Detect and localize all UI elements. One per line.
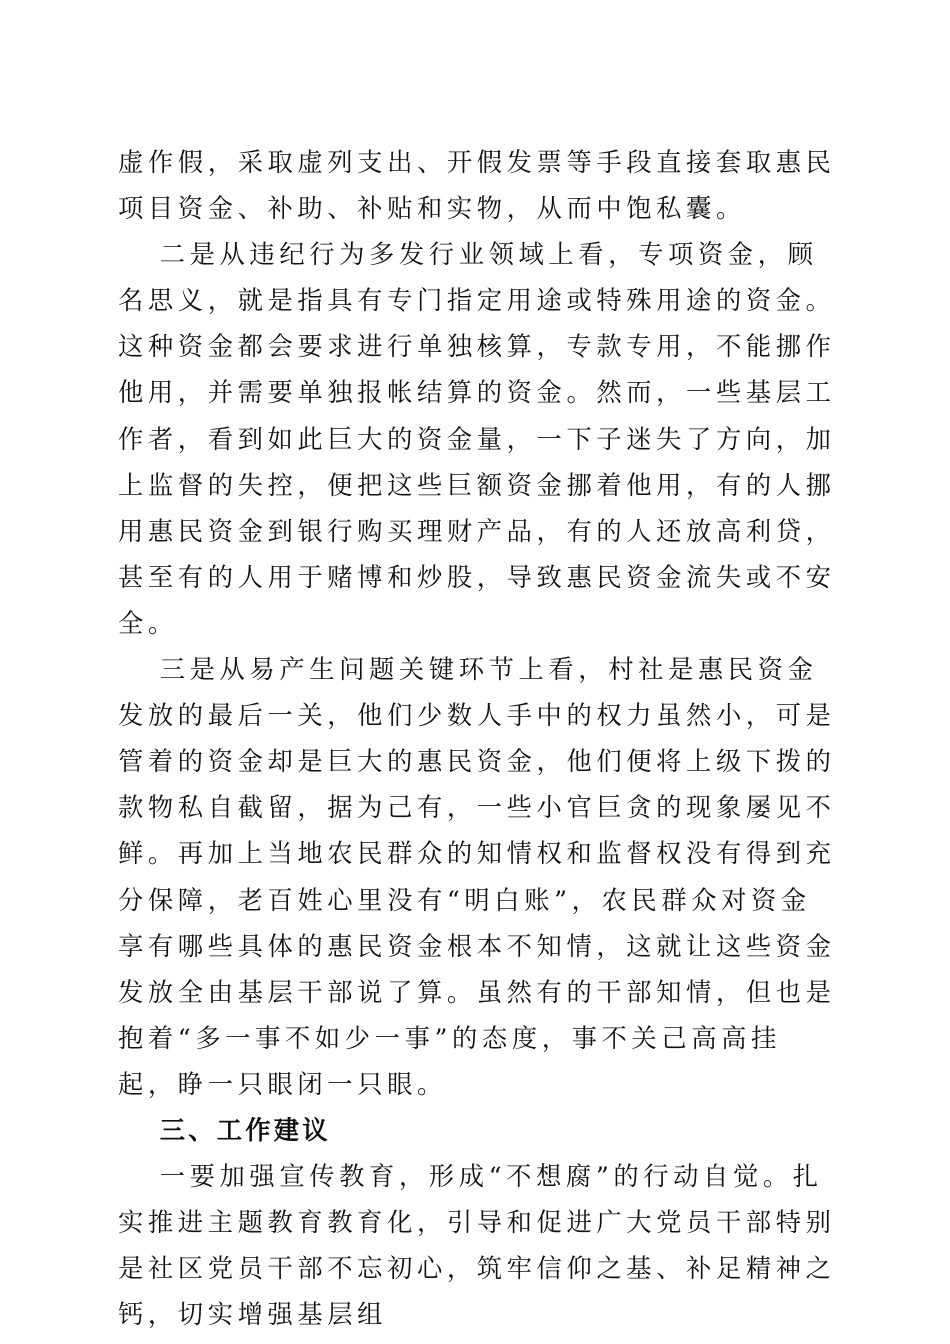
paragraph-point-three: 三是从易产生问题关键环节上看，村社是惠民资金发放的最后一关，他们少数人手中的权力虽然小，可是管着的资金却是巨大的惠民资金，他们便将上级下拨的款物私自截留，据为己有，一些小官巨贪的现象屡见不鲜。再加上当地农民群众的知情权和监督权没有得到充分保障，老百姓心里没有“明白账”，农民群众对资金享有哪些具体的惠民资金根本不知情，这就让这些资金发放全由基层干部说了算。虽然有的干部知情，但也是抱着“多一事不如少一事”的态度，事不关己高高挂起，睁一只眼闭一只眼。: [118, 655, 836, 1099]
paragraph-continued: 虚作假，采取虚列支出、开假发票等手段直接套取惠民项目资金、补助、补贴和实物，从而中饱私囊。: [118, 148, 836, 224]
paragraph-point-two: 二是从违纪行为多发行业领域上看，专项资金，顾名思义，就是指具有专门指定用途或特殊用途的资金。这种资金都会要求进行单独核算，专款专用，不能挪作他用，并需要单独报帐结算的资金。然而，一些基层工作者，看到如此巨大的资金量，一下子迷失了方向，加上监督的失控，便把这些巨额资金挪着他用，有的人挪用惠民资金到银行购买理财产品，有的人还放高利贷，甚至有的人用于赌博和炒股，导致惠民资金流失或不安全。: [118, 240, 836, 638]
document-body: [118, 140, 838, 1338]
section-heading: 三、工作建议: [159, 1115, 331, 1145]
paragraph-suggestion-one: 一要加强宣传教育，形成“不想腐”的行动自觉。扎实推进主题教育教育化，引导和促进广大党员干部特别是社区党员干部不忘初心，筑牢信仰之基、补足精神之钙，切实增强基层组: [118, 1162, 836, 1330]
